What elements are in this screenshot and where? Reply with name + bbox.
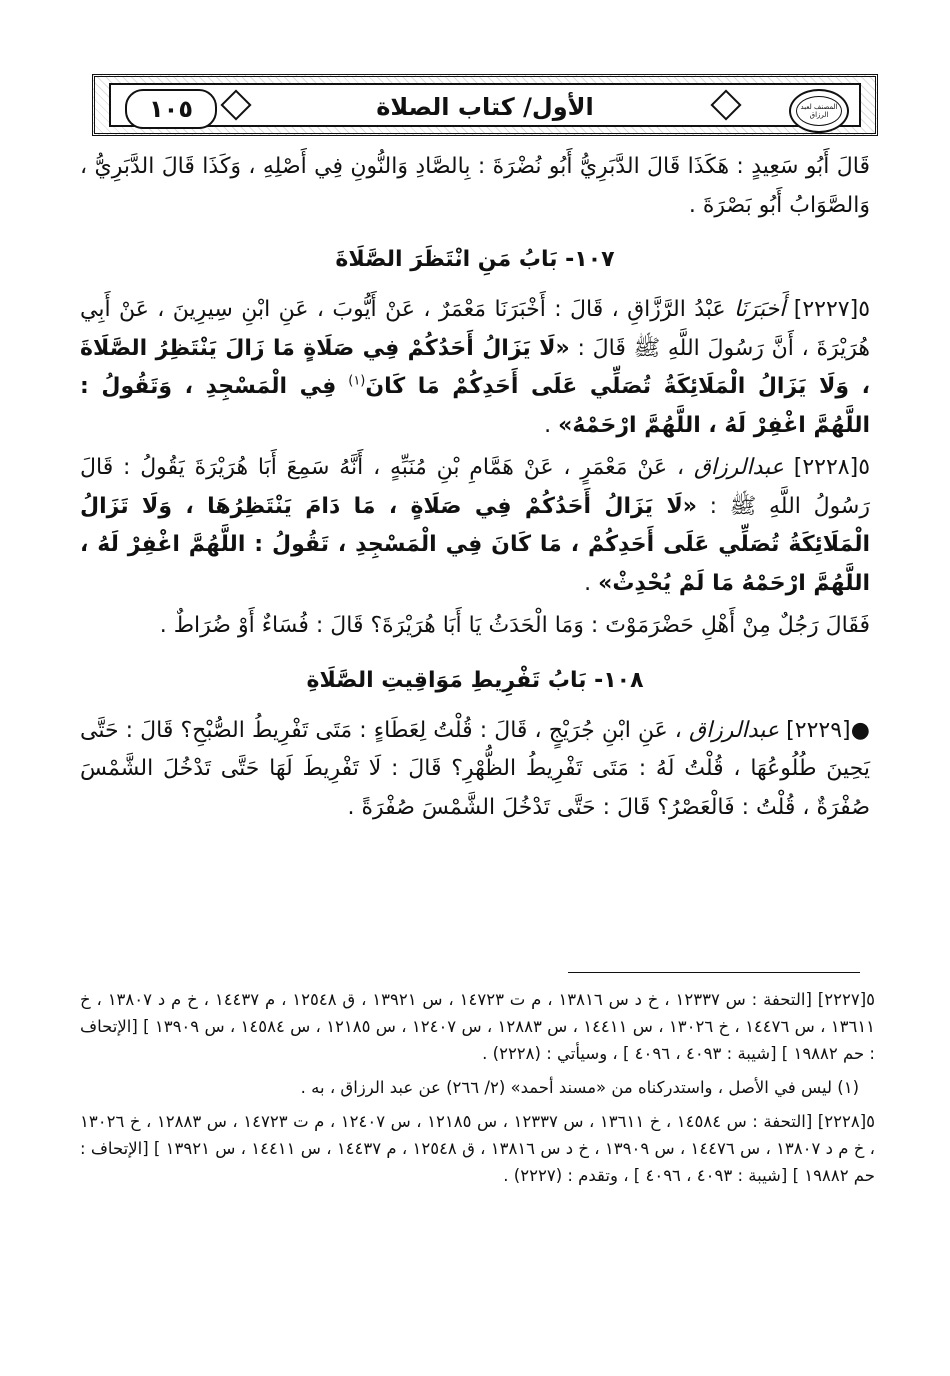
footnote-divider bbox=[568, 972, 860, 973]
ornament-icon bbox=[220, 89, 251, 120]
book-emblem bbox=[789, 89, 849, 133]
isnad-chain: ، عَنْ مَعْمَرٍ ، عَنْ هَمَّامِ بْنِ مُنَبِّهٍ ، أَنَّهُ سَمِعَ أَبَا هُرَيْرَةَ يَقُولُ : قَالَ رَسُولُ اللَّهِ ﷺ : bbox=[80, 455, 870, 519]
narrator-name: عبدالرزاق bbox=[689, 717, 780, 743]
hadith-number: ٥[٢٢٢٨] bbox=[793, 455, 871, 480]
reference-note-2228: ٥[٢٢٢٨] [التحفة : س ١٤٥٨٤ ، خ ١٣٦١١ ، س ١٢٣٣٧ ، س ١٢١٨٥ ، س ١٢٤٠٧ ، م ت ١٤٧٢٣ ، س ١٢٨٨٣ ، خ ١٣٠٢٦ ، خ م د ١٣٨٠٧ ، س ١٤٤٧٦ ، س ١٣٩٠٩ ، خ د س ١٣٨١٦ ، ق ١٢٥٤٨ ، م ١٤٤٣٧ ، س ١٤٤١١ ، س ١٣٩٢١ ] [الإتحاف : حم ١٩٨٨٢ ] [شيبة : ٤٠٩٣ ، ٤٠٩٦ ] ، وتقدم : (٢٢٢٧) . bbox=[80, 1112, 876, 1185]
footnote-1: (١) ليس في الأصل ، واستدركناه من «مسند أحمد» (٢/ ٢٦٦) عن عبد الرزاق ، به . bbox=[300, 1078, 859, 1097]
chapter-heading-107: ١٠٧- بَابُ مَنِ انْتَظَرَ الصَّلَاةَ bbox=[335, 247, 615, 272]
hadith-2227 bbox=[80, 291, 870, 445]
narrator-name: أَخبَرَنَا bbox=[734, 297, 786, 322]
hadith-number: ●[٢٢٢٩] bbox=[786, 717, 870, 743]
narrator-name: عبدالرزاق bbox=[693, 455, 784, 480]
isnad-chain: عَبْدُ الرَّزَّاقِ ، قَالَ : أَخْبَرَنَا مَعْمَرٌ ، عَنْ أَيُّوبَ ، عَنِ ابْنِ سِيرِينَ ، عَنْ أَبِي هُرَيْرَةَ ، أَنَّ رَسُولَ اللَّهِ ﷺ قَالَ : bbox=[80, 297, 870, 361]
emblem-text: المصنف لعبد الرزاق bbox=[796, 96, 842, 126]
hadith-end: . bbox=[584, 570, 599, 596]
running-title: الأول/ كتاب الصلاة bbox=[376, 93, 594, 121]
page-header bbox=[92, 74, 878, 136]
reference-note-2227: ٥[٢٢٢٧] [التحفة : س ١٢٣٣٧ ، خ د س ١٣٨١٦ ، م ت ١٤٧٢٣ ، س ١٣٩٢١ ، ق ١٢٥٤٨ ، م ١٤٤٣٧ ، خ م د ١٣٨٠٧ ، خ ١٣٦١١ ، س ١٤٤٧٦ ، خ ١٣٠٢٦ ، س ١٤٤١١ ، س ١٢٨٨٣ ، س ١٢٤٠٧ ، س ١٢١٨٥ ، س ١٤٥٨٤ ، س ١٣٩٠٩ ] [الإتحاف : حم ١٩٨٨٢ ] [شيبة : ٤٠٩٣ ، ٤٠٩٦ ] ، وسيأتي : (٢٢٢٨) . bbox=[80, 990, 876, 1063]
hadith-2229 bbox=[80, 712, 870, 828]
hadith-number: ٥[٢٢٢٧] bbox=[793, 297, 871, 322]
footnotes bbox=[80, 986, 875, 1196]
hadith-text: «لَا يَزَالُ أَحَدُكُمْ فِي صَلَاةٍ ، مَا دَامَ يَنْتَظِرُهَا ، وَلَا تَزَالُ الْمَلَائِكَةُ تُصَلِّي عَلَى أَحَدِكُمْ ، مَا كَانَ فِي الْمَسْجِدِ ، تَقُولُ : اللَّهُمَّ اغْفِرْ لَهُ ، اللَّهُمَّ ارْحَمْهُ مَا لَمْ يُحْدِثْ» bbox=[80, 493, 870, 596]
hadith-2228 bbox=[80, 449, 870, 603]
hadith-text: ، عَنِ ابْنِ جُرَيْجٍ ، قَالَ : قُلْتُ لِعَطَاءٍ : مَتَى تَفْرِيطُ الصُّبْحِ؟ قَالَ : حَتَّى يَحِينَ طُلُوعُهَا ، قُلْتُ لَهُ : مَتَى تَفْرِيطُ الظُّهْرِ؟ قَالَ : لَا تَفْرِيطَ لَهَا حَتَّى تَدْخُلَ الشَّمْسَ صُفْرَةٌ ، قُلْتُ : فَالْعَصْرُ؟ قَالَ : حَتَّى تَدْخُلَ الشَّمْسَ صُفْرَةً . bbox=[80, 717, 870, 820]
header-frame bbox=[109, 83, 861, 127]
chapter-heading-108: ١٠٨- بَابُ تَفْرِيطِ مَوَاقِيتِ الصَّلَاةِ bbox=[306, 667, 644, 693]
hadith-text: «لَا يَزَالُ أَحَدُكُمْ فِي صَلَاةٍ مَا زَالَ يَنْتَظِرُ الصَّلَاةَ ، وَلَا يَزَالُ الْمَلَائِكَةُ تُصَلِّي عَلَى أَحَدِكُمْ مَا كَانَ bbox=[80, 335, 870, 399]
hadith-end: . bbox=[544, 412, 559, 438]
hadith-2228-followup: فَقَالَ رَجُلٌ مِنْ أَهْلِ حَضْرَمَوْتَ : وَمَا الْحَدَثُ يَا أَبَا هُرَيْرَةَ؟ قَالَ : فُسَاءٌ أَوْ ضُرَاطٌ . bbox=[159, 613, 870, 638]
main-text bbox=[80, 148, 870, 831]
hadith-text: فِي الْمَسْجِدِ ، وَتَقُولُ : اللَّهُمَّ اغْفِرْ لَهُ ، اللَّهُمَّ ارْحَمْهُ» bbox=[80, 374, 870, 438]
page-number: ١٠٥ bbox=[125, 89, 217, 129]
footnote-marker[interactable]: (١) bbox=[348, 373, 366, 389]
intro-paragraph: قَالَ أَبُو سَعِيدٍ : هَكَذَا قَالَ الدَّبَرِيُّ أَبُو نُضْرَةَ : بِالصَّادِ وَالنُّونِ فِي أَصْلِهِ ، وَكَذَا قَالَ الدَّبَرِيُّ ، وَالصَّوَابُ أَبُو بَصْرَةَ . bbox=[80, 154, 870, 218]
